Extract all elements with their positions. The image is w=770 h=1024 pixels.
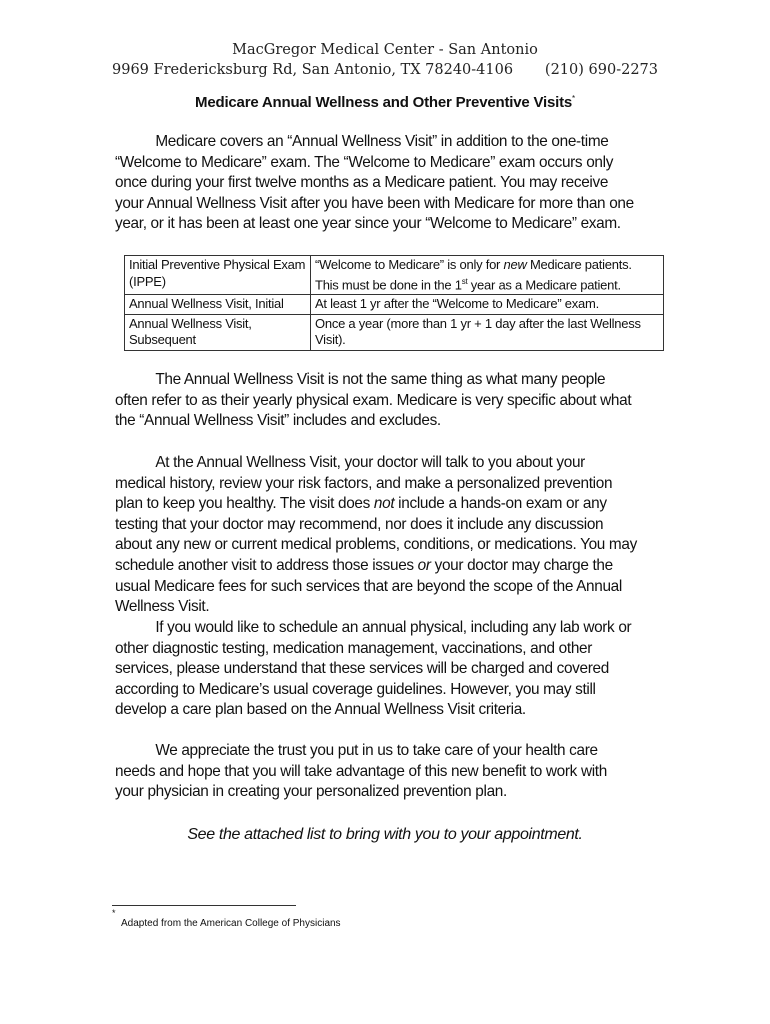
clinic-contact-line xyxy=(112,62,658,78)
clinic-name xyxy=(112,42,658,58)
title-footnote-mark: * xyxy=(572,94,575,103)
closing-note: See the attached list to bring with you to your appointment. xyxy=(187,826,583,843)
intro-paragraph xyxy=(115,132,638,235)
desc-text: year as a Medicare patient. xyxy=(467,276,621,292)
annual-physical-paragraph xyxy=(115,618,638,721)
table-row xyxy=(125,295,664,315)
intro-paragraph-text: Medicare covers an “Annual Wellness Visit” in addition to the one-time “Welcome to Medicare” exam. The “Welcome to Medicare” exam occurs only once during your first twelve months as a Medicare patient. You may receive your Annual Wellness Visit after you have been with Medicare for more than one year, or it has been at least one year since your “Welcome to Medicare” exam. xyxy=(115,133,634,233)
table-cell-description: Once a year (more than 1 yr + 1 day after the last Wellness Visit). xyxy=(311,314,664,350)
table-cell-visit-type: Annual Wellness Visit, Subsequent xyxy=(125,314,311,350)
clinic-address: 9969 Fredericksburg Rd, San Antonio, TX 78240-4106 xyxy=(112,62,514,78)
desc-emphasis: new xyxy=(503,257,527,272)
visit-scope-emphasis: or xyxy=(417,556,431,574)
appreciation-paragraph xyxy=(115,741,638,803)
table-row xyxy=(125,314,664,350)
document-title-text: Medicare Annual Wellness and Other Preventive Visits xyxy=(195,94,573,111)
footnote-text: Adapted from the American College of Physicians xyxy=(121,918,341,929)
desc-text: “Welcome to Medicare” is only for xyxy=(315,257,504,272)
visit-scope-emphasis: not xyxy=(373,495,395,513)
table-cell-description: At least 1 yr after the “Welcome to Medicare” exam. xyxy=(311,295,664,315)
visit-scope-text: your doctor may charge the usual Medicare fees for such services that are beyond the scope of the Annual Wellness Visit. xyxy=(115,556,622,616)
visit-types-table xyxy=(124,255,664,351)
document-title xyxy=(112,94,658,111)
footnote-divider xyxy=(112,905,296,906)
clinic-name-text: MacGregor Medical Center - San Antonio xyxy=(232,42,538,58)
table-cell-description xyxy=(311,256,664,295)
visit-scope-text: include a hands-on exam or any testing that your doctor may recommend, nor does it include any discussion about any new or current medical problems, conditions, or medications. You may schedule another visit to address those issues xyxy=(115,495,637,574)
annual-physical-paragraph-text: If you would like to schedule an annual physical, including any lab work or other diagnostic testing, medication management, vaccinations, and other services, please understand that these services will be charged and covered according to Medicare’s usual coverage guidelines. However, you may still develop a care plan based on the Annual Wellness Visit criteria. xyxy=(115,619,632,719)
footnote-mark: * xyxy=(112,908,116,918)
physical-exam-paragraph xyxy=(115,370,638,432)
physical-exam-paragraph-text: The Annual Wellness Visit is not the same thing as what many people often refer to as their yearly physical exam. Medicare is very specific about what the “Annual Wellness Visit” includes and excludes. xyxy=(115,371,632,430)
table-cell-visit-type: Initial Preventive Physical Exam (IPPE) xyxy=(125,256,311,295)
clinic-phone: (210) 690-2273 xyxy=(544,62,658,78)
visit-scope-text: At the Annual Wellness Visit, your doctor will talk to you about your medical history, review your risk factors, and make a personalized prevention plan to keep you healthy. The visit does xyxy=(115,454,613,513)
desc-text: This must be done in the 1 xyxy=(315,276,462,292)
desc-text: Medicare patients. xyxy=(526,257,632,272)
desc-superscript: st xyxy=(461,276,468,286)
table-row xyxy=(125,256,664,295)
appreciation-paragraph-text: We appreciate the trust you put in us to take care of your health care needs and hope that you will take advantage of this new benefit to work with your physician in creating your personalized prevention plan. xyxy=(115,742,607,801)
visit-scope-paragraph xyxy=(115,453,638,618)
table-cell-visit-type: Annual Wellness Visit, Initial xyxy=(125,295,311,315)
